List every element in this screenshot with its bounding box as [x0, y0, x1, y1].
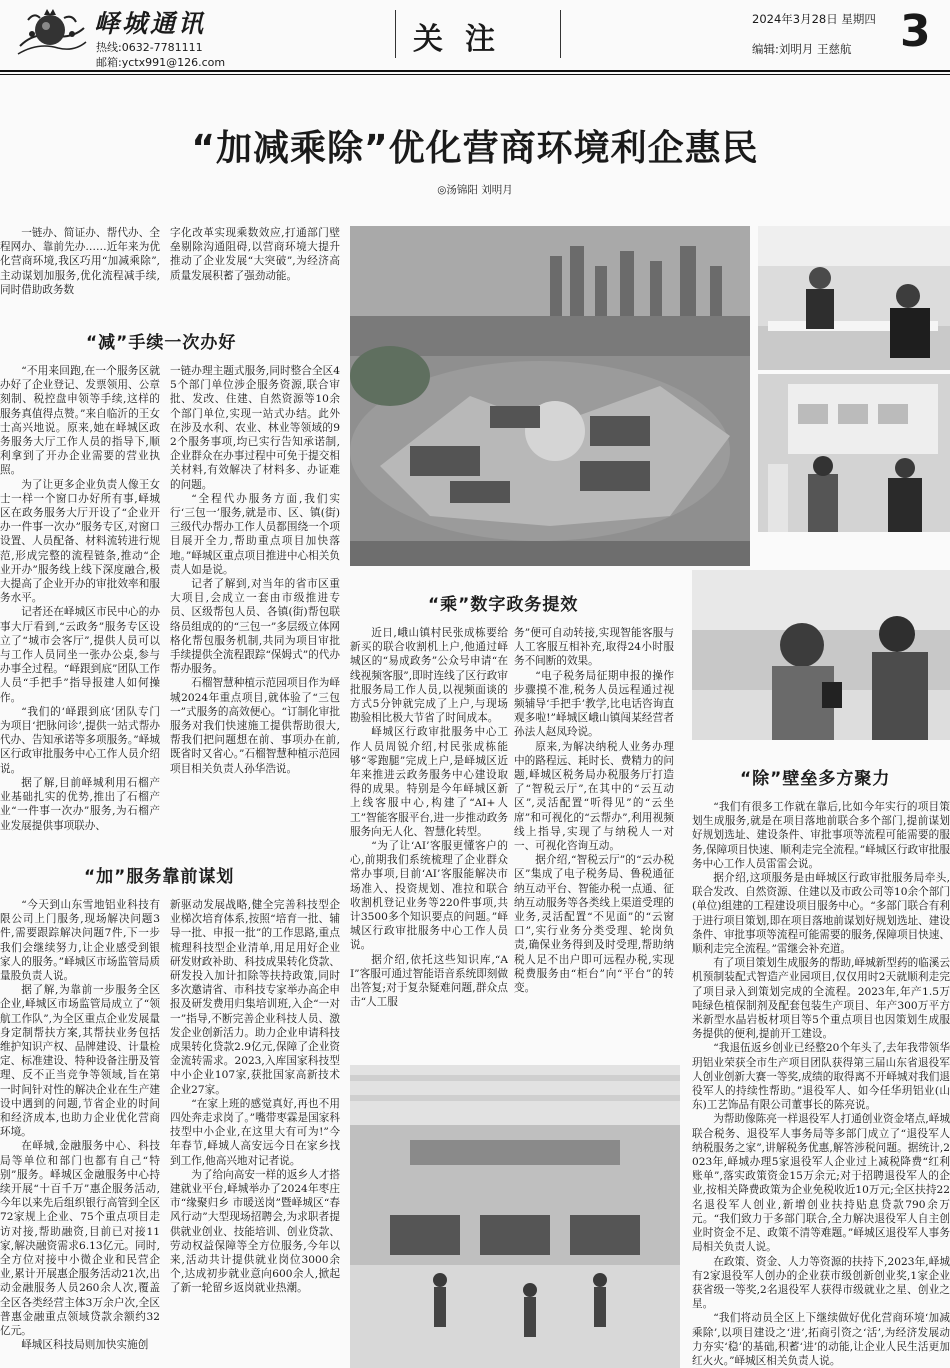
paragraph: “我们将动员全区上下继续做好优化营商环境‘加减乘除’,以项目建设之‘进’,拓商引资之‘活’,为经济发展动力夯实‘稳’的基础,积蓄‘进’的动能,让企业人民生活更加红火火。”峄城区相关负责人说。: [692, 1312, 950, 1367]
paragraph: 为了让更多企业负责人像王女士一样一个窗口办好所有事,峄城区在政务服务大厅开设了“企业开办一件事一次办”服务专区,对窗口设置、人员配备、材料流转进行规范,形成完整的流程链条,推动“企业开办”服务线上线下深度融合,极大提高了企业开办的审批效率和服务水平。: [0, 478, 160, 605]
paragraph: “今天到山东雪地铝业科技有限公司上门服务,现场解决问题3件,需要跟踪解决问题7件,下一步我们会继续努力,让企业感受到银家人的服务。”峄城区市场监管局质量股负责人说。: [0, 899, 160, 983]
intro-paragraph: 字化改革实现乘数效应,打通部门壁垒剔除沟通阻碍,以营商环境大提升推动了企业发展“大突破”,为经济高质量发展积蓄了强劲动能。: [170, 227, 340, 282]
issue-date: 2024年3月28日 星期四: [752, 12, 876, 26]
paragraph: “我退伍返乡创业已经整20个年头了,去年我带领华玥铝业荣获全市生产项目团队获得第三届山东省退役军人创业创新大赛一等奖,成绩的取得离不开峄城对我们退役军人的持续性帮助。”退役军人、如今任华玥铝业(山东)工艺饰品有限公司董事长的陈亮说。: [692, 1042, 950, 1112]
masthead-rule: [0, 70, 950, 72]
masthead: [0, 0, 950, 70]
jian-column-a: [0, 364, 160, 832]
paragraph: 原来,为解决纳税人业务办理中的路程远、耗时长、费精力的问题,峄城区税务局办税服务厅打造了“智税云厅”,在其中的“云互动区”,灵活配置“听得见”的“云坐席”和可视化的“云帮办”,利用视频线上指导,实现了与纳税人一对一、可视化咨询互动。: [514, 740, 674, 853]
cheng-column-a: [350, 626, 508, 1060]
intro-column-a: [0, 226, 160, 300]
paragraph: “电子税务局征期申报的操作步骤摸不准,税务人员远程通过视频辅导‘手把手’教学,比电话咨询直观多啦!”峄城区峨山镇闯某经营者孙法人赵凤玲说。: [514, 669, 674, 739]
paragraph: 据了解,为靠前一步服务全区企业,峄城区市场监管局成立了“领航工作队”,为全区重点企业发展量身定制帮扶方案,其帮扶业务包括维护知识产权、品牌建设、计量检定、标准建设、特种设备注册及管理、反不正当竞争等领域,旨在第一时间针对性的解决企业在生产建设中遇到的问题,节省企业的时间和经济成本,也助力企业优化营商环境。: [0, 984, 160, 1139]
email: 邮箱:yctx991@126.com: [96, 56, 226, 69]
intro-column-b: [170, 226, 340, 300]
paragraph: 石榴智慧种植示范园项目作为峄城2024年重点项目,就体验了“三包一”式服务的高效便心。“订制化审批服务对我们快速施工提供帮助很大,帮我们把问题想在前、事项办在前,既省时又省心。”石榴智慧种植示范园项目相关负责人孙华浩说。: [170, 677, 340, 775]
paragraph: 务”便可自动转接,实现智能客服与人工客服互相补充,取得24小时服务不间断的效果。: [514, 627, 674, 668]
self-service-terminals-photo: [692, 570, 950, 740]
jian-column-b: [170, 364, 340, 832]
paragraph: 在峄城,金融服务中心、科技局等单位和部门也都有自己“特别”服务。峄城区金融服务中心持续开展“十百千万”惠企服务活动,今年以来先后组织银行高管到全区72家规上企业、75个重点项目走访对接,帮助融资,目前已对接11家,解决融资需求6.13亿元。同时,全方位对接中小微企业和民营企业,累计开展惠企服务活动21次,出动金融服务人员260余人次,覆盖全区各类经营主体3万余户次,全区普惠金融重点领域贷款余额约32亿元。: [0, 1140, 160, 1338]
paragraph: 记者还在峄城区市民中心的办事大厅看到,“云政务”服务专区设立了“城市会客厅”,提供人员可以与工作人员同坐一张办公桌,参与办事全过程。“峄跟到底”团队工作人员“手把手”指导报建人如何操作。: [0, 606, 160, 704]
paragraph: 据了解,目前峄城利用石榴产业基础扎实的优势,推出了石榴产业“一件事一次办”服务,为石榴产业发展提供事项联办、: [0, 776, 160, 832]
service-hall-interior-photo: [350, 1065, 680, 1368]
paragraph: “我们有很多工作就在靠后,比如今年实行的项目策划生成服务,就是在项目落地前联合多个部门,提前谋划好规划选址、建设条件、审批事项等流程可能需要的服务,保障项目快速、顺利走完全流程。”峄城区行政审批服务中心工作人员雷雷会说。: [692, 801, 950, 870]
paragraph: “不用来回跑,在一个服务区就办好了企业登记、发票领用、公章刻制、税控盘申领等手续,这样的服务真值得点赞。”来自临沂的王女士高兴地说。原来,她在峄城区政务服务大厅工作人员的指导下,顺利拿到了开办企业需要的营业执照。: [0, 365, 160, 477]
byline: ◎汤锦阳 刘明月: [437, 184, 513, 196]
paragraph: 据介绍,这项服务是由峄城区行政审批服务局牵头,联合发改、自然资源、住建以及市政公司等10余个部门(单位)组建的工程建设项目服务中心。“多部门联合有利于进行项目策划,即在项目落地前谋划好规划选址、建设条件、审批事项等流程可能需要的服务,保障项目快速、顺利走完全流程。”雷继会补充道。: [692, 872, 950, 956]
paragraph: 为了给向高安一样的返乡人才搭建就业平台,峄城举办了2024年枣庄市“缘聚归乡 市暖送岗”暨峄城区“春风行动”大型现场招聘会,为求职者提供就业创业、技能培训、创业贷款、劳动权益保障等全方位服务,今年以来,活动共计提供就业岗位3000余个,达成初步就业意向600余人,掀起了新一轮留乡返岗就业热潮。: [170, 1168, 340, 1295]
service-counter-photo: [758, 226, 950, 370]
paragraph: 峄城区科技局则加快实施创: [21, 1339, 149, 1352]
staff-helping-citizen-photo: [758, 374, 950, 532]
paragraph: 据介绍,依托这些知识库,“AI”客服可通过智能语音系统即刻做出答复;对于复杂疑难问题,群众点击“人工服: [350, 953, 508, 1009]
paragraph: “全程代办服务方面,我们实行‘三包一’服务,就是市、区、镇(街)三级代办帮办工作人员都围绕一个项目展开全力,帮助重点项目加快落地。”峄城区重点项目推进中心相关负责人如是说。: [170, 492, 340, 576]
paragraph: “在家上班的感觉真好,再也不用四处奔走求岗了。”嘴带枣霖是国家科技型中小企业,在这里大有可为!”今年春节,峄城人高安远今日在家乡找到工作,他高兴地对记者说。: [170, 1097, 340, 1167]
paragraph: 据介绍,“智税云厅”的“云办税区”集成了电子税务局、鲁税通征纳互动平台、智能办税一点通、征纳互动服务等各类线上渠道受理的业务,灵活配置“不见面”的“云窗口”,实行业务分类受理、轮岗负责,确保业务得到及时受理,帮助纳税人足不出户即可远程办税,实现税费服务由“柜台”向“平台”的转变。: [514, 854, 674, 995]
headline: “加减乘除”优化营商环境利企惠民: [191, 128, 759, 169]
section-heading-jian: “减”手续一次办好: [86, 333, 237, 353]
masthead-rule: [0, 74, 950, 75]
paragraph: 近日,峨山镇村民张成栋要给新买的联合收割机上户,他通过峄城区的“易成政务”公众号申请“在线视频客服”,即时连线了区行政审批服务局工作人员,以视频面谈的方式5分钟就完成了上户,与现场勘验相比极大节省了时间成本。: [350, 627, 508, 725]
section-tag: 关注: [413, 22, 517, 57]
hotline: 热线:0632-7781111: [96, 41, 203, 54]
jia-column-a: [0, 898, 160, 1368]
divider: [560, 10, 561, 58]
aerial-government-center-photo: [350, 226, 750, 566]
section-heading-jia: “加”服务靠前谋划: [84, 867, 235, 887]
section-heading-chu: “除”壁垒多方聚力: [740, 769, 891, 789]
paragraph: 有了项目策划生成服务的帮助,峄城新型药的临溪云机预制装配式智造产业园项目,仅仅用时2天就顺利走完了项目录入到策划完成的全流程。2023年,年产1.5万吨绿色植保制剂及配套包装生产项目、年产300万平方米新型水晶岩板材项目等5个重点项目也因策划生成服务提供的便利,提前开工建设。: [692, 957, 950, 1041]
paragraph: 峄城区行政审批服务中心工作人员周锐介绍,村民张成栋能够“零跑腿”完成上户,是峄城区近年来推进云政务服务中心建设取得的成果。特别是今年峄城区新上线客服中心,构建了“AI+人工”智能客服平台,进一步推动政务服务向无人化、智慧化转型。: [350, 726, 508, 838]
editors: 编辑:刘明月 王慈航: [752, 42, 852, 56]
section-heading-cheng: “乘”数字政务提效: [428, 595, 579, 615]
cheng-column-b: [514, 626, 674, 1060]
divider: [395, 10, 396, 58]
paper-name: 峄城通讯: [94, 9, 207, 38]
jia-column-b: [170, 898, 340, 1368]
pomegranate-logo-icon: [14, 6, 88, 64]
paragraph: 新驱动发展战略,健全完善科技型企业梯次培育体系,按照“培育一批、辅导一批、申报一批”的工作思路,重点梳理科技型企业清单,用足用好企业研发财政补助、科技成果转化贷款、研发投入加计扣除等扶持政策,同时多次邀请省、市科技专家举办高企申报及研发费用归集培训班,入企“一对一”指导,不断完善企业科技人员、激发企业创新活力。助力企业申请科技成果转化贷款2.9亿元,保障了企业资金流转需求。2023,入库国家科技型中小企业107家,获批国家高新技术企业27家。: [170, 899, 340, 1096]
page-number: 3: [900, 6, 931, 57]
paragraph: 记者了解到,对当年的省市区重大项目,会成立一套由市级推进专员、区级帮包人员、各镇(街)帮包联络员组成的的“三包一”多层级立体网格化帮包服务机制,共同为项目审批手续提供全流程跟踪“保姆式”的代办帮办服务。: [170, 578, 340, 676]
paragraph: 一链办理主题式服务,同时整合全区45个部门单位涉企服务资源,联合审批、发改、住建、自然资源等10余个部门单位,实现一站式办结。此外在涉及水利、农业、林业等领域的92个服务事项,均已实行告知承诺制,企业群众在办事过程中可免于提交相关材料,有效解决了材料多、办证难的问题。: [170, 365, 340, 491]
paragraph: 在政策、资金、人力等资源的扶持下,2023年,峄城有2家退役军人创办的企业获市级创新创业奖,1家企业获省级一等奖,2名退役军人获得市级就业之星、创业之星。: [692, 1255, 950, 1311]
chu-column: [692, 800, 950, 1368]
paragraph: 为帮助像陈亮一样退役军人打通创业资金堵点,峄城联合税务、退役军人事务局等多部门成立了“退役军人纳税服务之家”,讲解税务优惠,解答涉税问题。据统计,2023年,峄城办理5家退役军人企业过上减税降费“红利账单”,落实政策资金15万余元;对于招聘退役军人的企业,按相关降费政策为企业免税收近10万元;全区扶持22名退役军人创业,新增创业扶持贴息贷款790余万元。“我们致力于多部门联合,全力解决退役军人自主创业时资金不足、政策不清等难题。”峄城区退役军人事务局相关负责人说。: [692, 1113, 950, 1254]
paragraph: “为了让‘AI’客服更懂客户的心,前期我们系统梳理了企业群众常办事项,目前‘AI’客服能解决市场准入、投资规划、准拉和联合收割机登记业务等220件事项,共计3500多个知识要点的问题。”峄城区行政审批服务中心工作人员说。: [350, 840, 508, 952]
intro-paragraph: 一链办、简证办、帮代办、全程网办、靠前先办……近年来为优化营商环境,我区巧用“加减乘除”,主动谋划加服务,优化流程减手续,同时借助政务数: [0, 227, 160, 296]
paragraph: “我们的‘峄跟到底’团队专门为项目‘把脉问诊’,提供一站式帮办代办、告知承诺等多项服务。”峄城区行政审批服务中心工作人员介绍说。: [0, 705, 160, 775]
